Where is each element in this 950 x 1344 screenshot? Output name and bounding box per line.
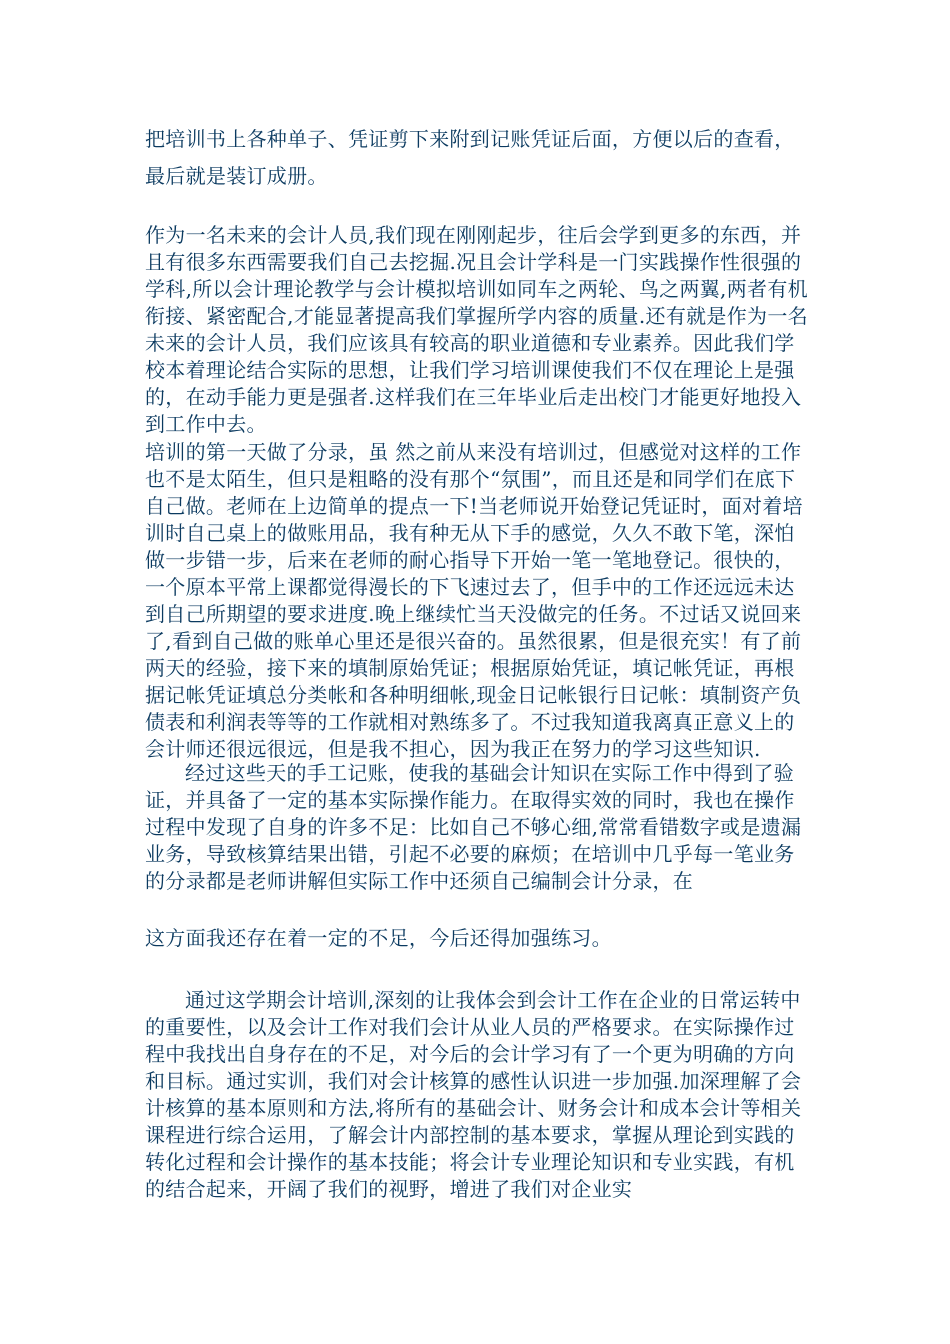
paragraph-4: 经过这些天的手工记账，使我的基础会计知识在实际工作中得到了验证，并具备了一定的基本实际操作能力。在取得实效的同时，我也在操作过程中发现了自身的许多不足：比如自己不够心细,常常看错数字或是遗漏业务，导致核算结果出错，引起不必要的麻烦；在培训中几乎每一笔业务的分录都是老师讲解但实际工作中还须自己编制会计分录，在 [145, 761, 802, 893]
paragraph-4-continued: 这方面我还存在着一定的不足，今后还得加强练习。 [145, 926, 612, 950]
paragraph-1: 把培训书上各种单子、凭证剪下来附到记账凭证后面，方便以后的查看，最后就是装订成册。 [145, 127, 795, 188]
paragraph-3: 培训的第一天做了分录，虽 然之前从来没有培训过，但感觉对这样的工作也不是太陌生，但只是粗略的没有那个“氛围”，而且还是和同学们在底下自己做。老师在上边简单的提点一下!当老师说开始登记凭证时，面对着培训时自己桌上的做账用品，我有种无从下手的感觉，久久不敢下笔，深怕做一步错一步，后来在老师的耐心指导下开始一笔一笔地登记。很快的，一个原本平常上课都觉得漫长的下飞速过去了，但手中的工作还远远未达到自己所期望的要求进度.晚上继续忙当天没做完的任务。不过话又说回来了,看到自己做的账单心里还是很兴奋的。虽然很累，但是很充实！有了前两天的经验，接下来的填制原始凭证；根据原始凭证，填记帐凭证，再根据记帐凭证填总分类帐和各种明细帐,现金日记帐银行日记帐：填制资产负债表和利润表等等的工作就相对熟练多了。不过我知道我离真正意义上的会计师还很远很远，但是我不担心，因为我正在努力的学习这些知识. [145, 440, 803, 761]
paragraph-5: 通过这学期会计培训,深刻的让我体会到会计工作在企业的日常运转中的重要性，以及会计工作对我们会计从业人员的严格要求。在实际操作过程中我找出自身存在的不足，对今后的会计学习有了一个更为明确的方向和目标。通过实训，我们对会计核算的感性认识进一步加强.加深理解了会计核算的基本原则和方法,将所有的基础会计、财务会计和成本会计等相关课程进行综合运用，了解会计内部控制的基本要求，掌握从理论到实践的转化过程和会计操作的基本技能；将会计专业理论知识和专业实践，有机的结合起来，开阔了我们的视野，增进了我们对企业实 [145, 988, 802, 1201]
paragraph-2: 作为一名未来的会计人员,我们现在刚刚起步，往后会学到更多的东西，并且有很多东西需要我们自己去挖掘.况且会计学科是一门实践操作性很强的学科,所以会计理论教学与会计模拟培训如同车之两轮、鸟之两翼,两者有机衔接、紧密配合,才能显著提高我们掌握所学内容的质量.还有就是作为一名未来的会计人员，我们应该具有较高的职业道德和专业素养。因此我们学校本着理论结合实际的思想，让我们学习培训课使我们不仅在理论上是强的，在动手能力更是强者.这样我们在三年毕业后走出校门才能更好地投入到工作中去。 [145, 223, 808, 436]
